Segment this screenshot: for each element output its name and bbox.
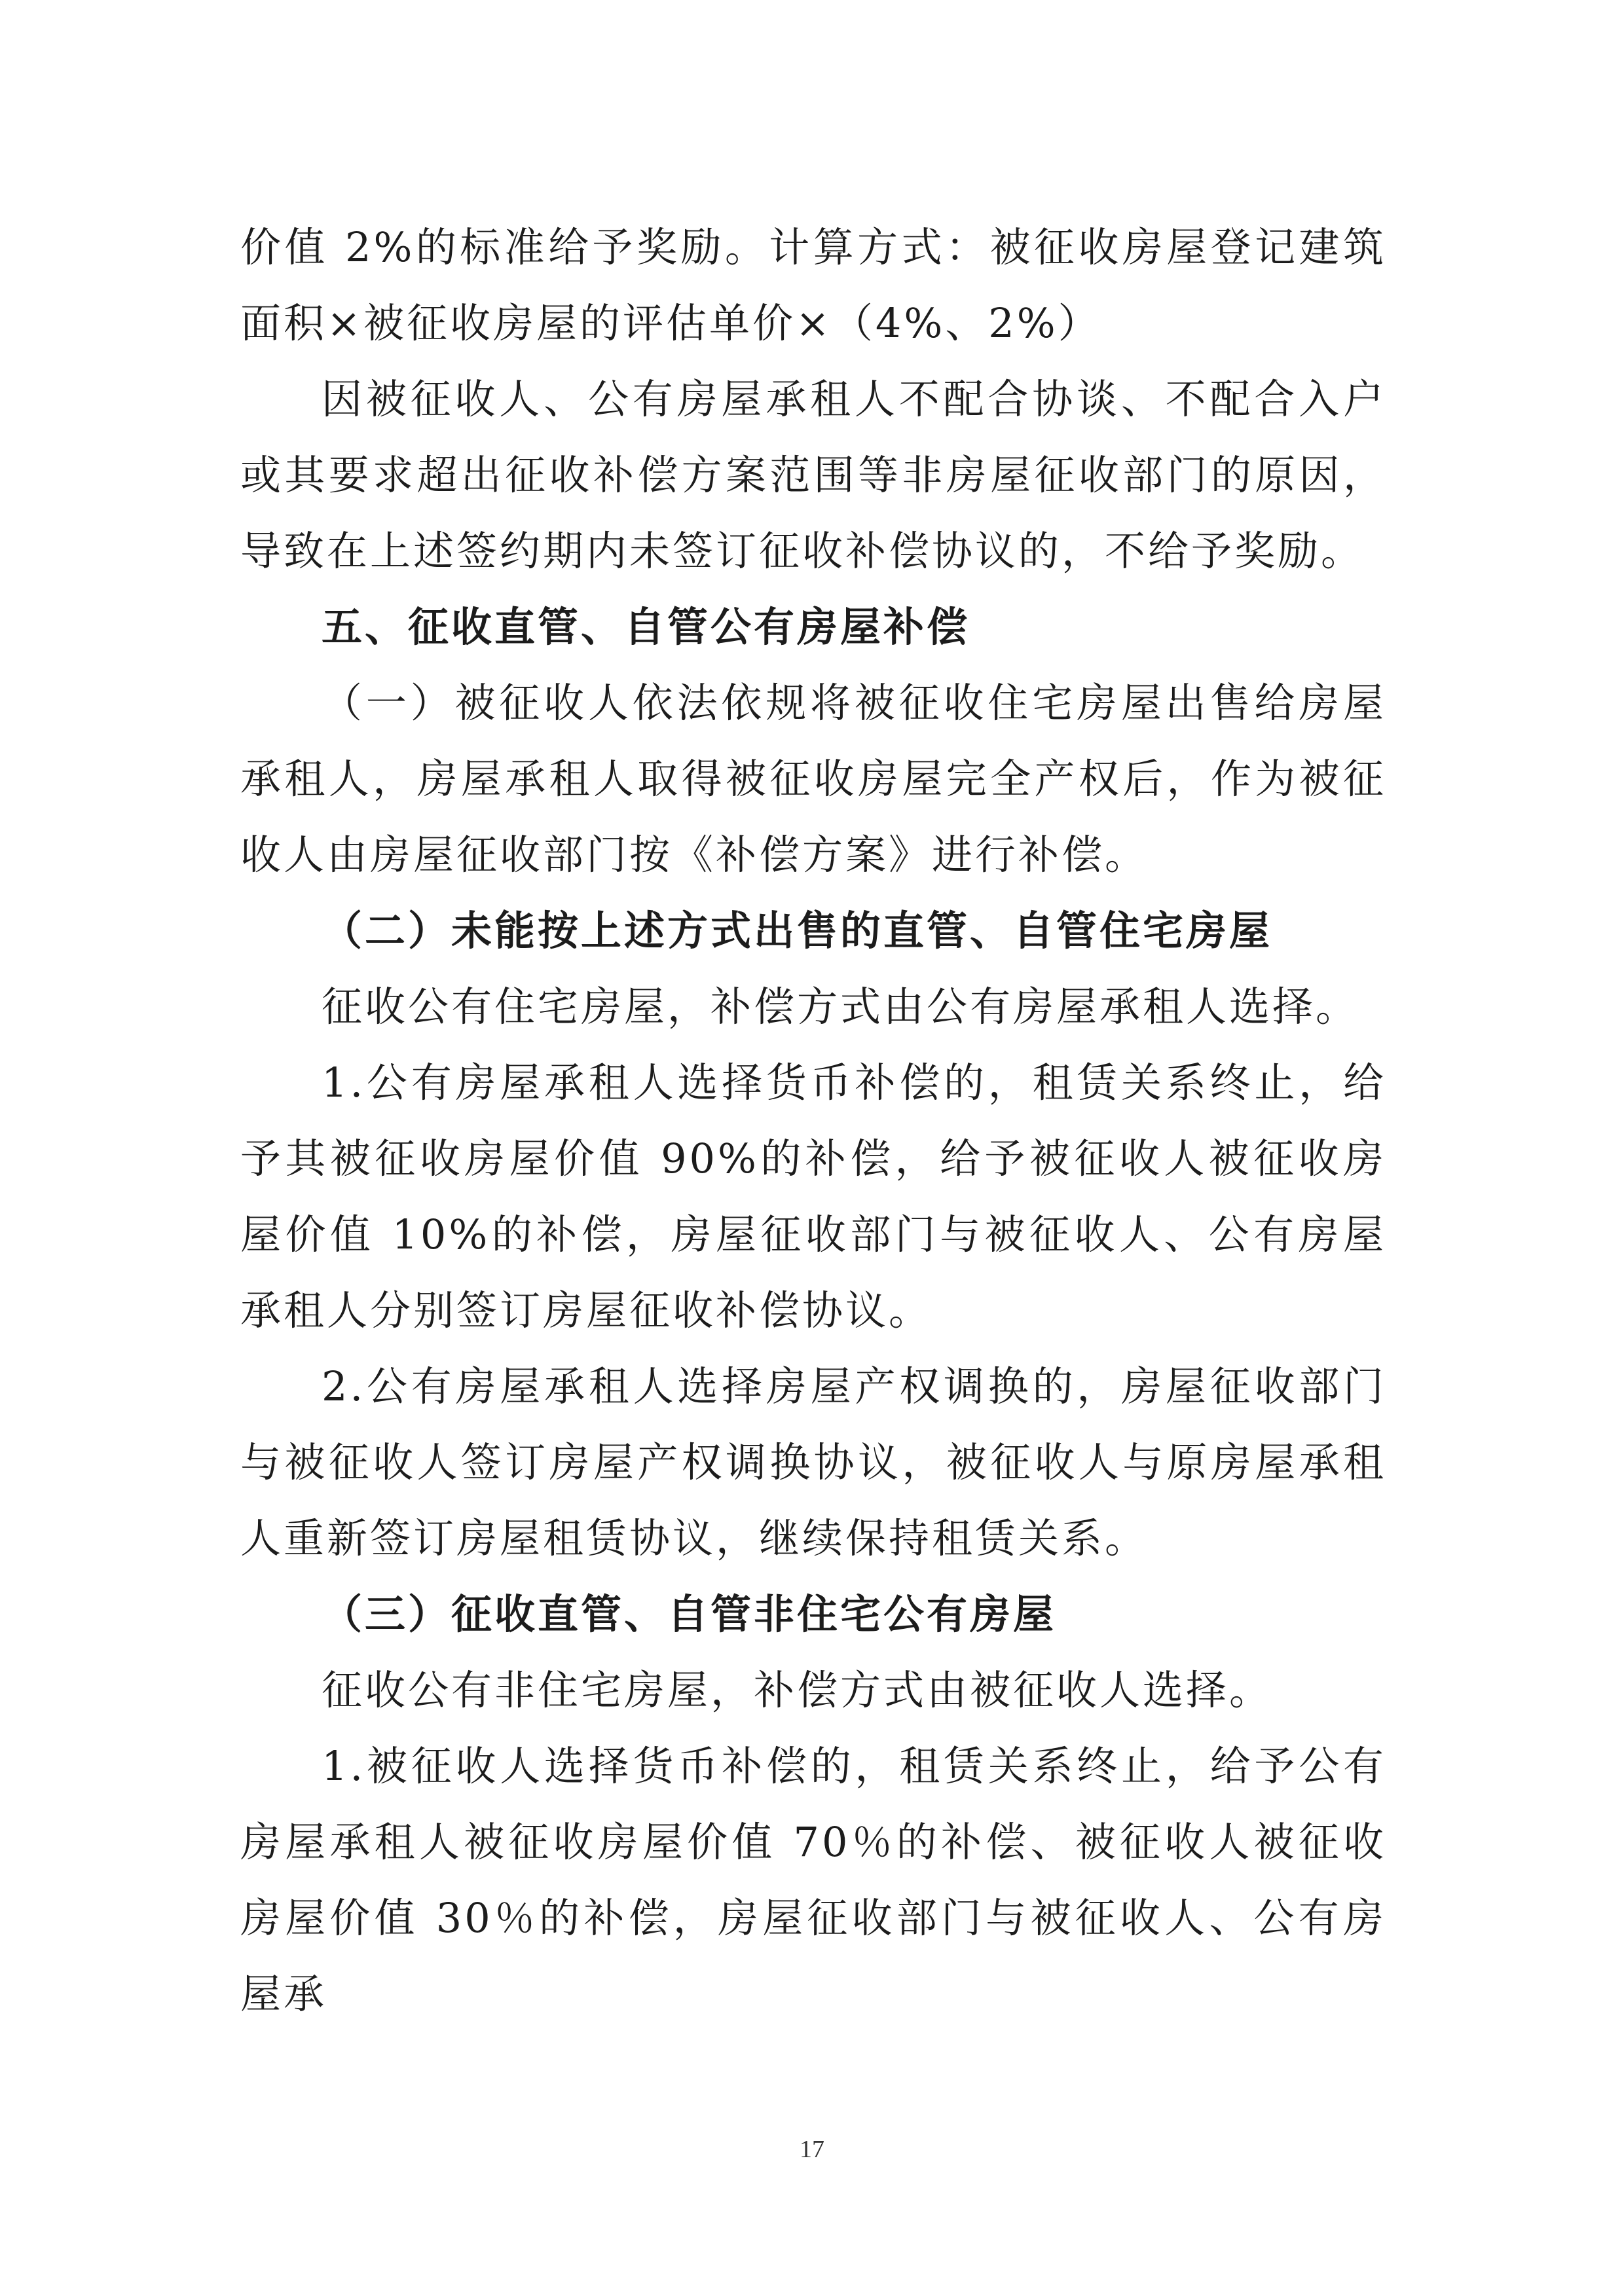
paragraph-nonresidential-choice: 征收公有非住宅房屋，补偿方式由被征收人选择。 xyxy=(322,1666,1273,1714)
paragraph-nonresidential-monetary: 1.被征收人选择货币补偿的，租赁关系终止，给予公有房屋承租人被征收房屋价值 70％的补偿、被征收人被征收房屋价值 30％的补偿，房屋征收部门与被征收人、公有房屋承 xyxy=(240,1742,1386,2018)
paragraph-residential-choice: 征收公有住宅房屋，补偿方式由公有房屋承租人选择。 xyxy=(322,983,1359,1030)
paragraph-residential-exchange: 2.公有房屋承租人选择房屋产权调换的，房屋征收部门与被征收人签订房屋产权调换协议，被征收人与原房屋承租人重新签订房屋租赁协议，继续保持租赁关系。 xyxy=(240,1362,1386,1562)
paragraph-residential-monetary: 1.公有房屋承租人选择货币补偿的，租赁关系终止，给予其被征收房屋价值 90%的补偿，给予被征收人被征收房屋价值 10%的补偿，房屋征收部门与被征收人、公有房屋承租人分别签订房屋征收补偿协议。 xyxy=(240,1059,1386,1334)
section-heading-public-housing: 五、征收直管、自管公有房屋补偿 xyxy=(322,603,970,651)
paragraph-reward-formula: 价值 2%的标准给予奖励。计算方式：被征收房屋登记建筑面积×被征收房屋的评估单价×（4%、2%） xyxy=(240,223,1386,347)
paragraph-item-one: （一）被征收人依法依规将被征收住宅房屋出售给房屋承租人，房屋承租人取得被征收房屋完全产权后，作为被征收人由房屋征收部门按《补偿方案》进行补偿。 xyxy=(240,679,1386,879)
subheading-item-two: （二）未能按上述方式出售的直管、自管住宅房屋 xyxy=(322,907,1273,955)
body-text xyxy=(240,210,1386,2032)
subheading-item-three: （三）征收直管、自管非住宅公有房屋 xyxy=(322,1590,1057,1638)
paragraph-no-reward-condition: 因被征收人、公有房屋承租人不配合协谈、不配合入户或其要求超出征收补偿方案范围等非房屋征收部门的原因，导致在上述签约期内未签订征收补偿协议的，不给予奖励。 xyxy=(240,375,1386,575)
page-number: 17 xyxy=(800,2136,824,2163)
